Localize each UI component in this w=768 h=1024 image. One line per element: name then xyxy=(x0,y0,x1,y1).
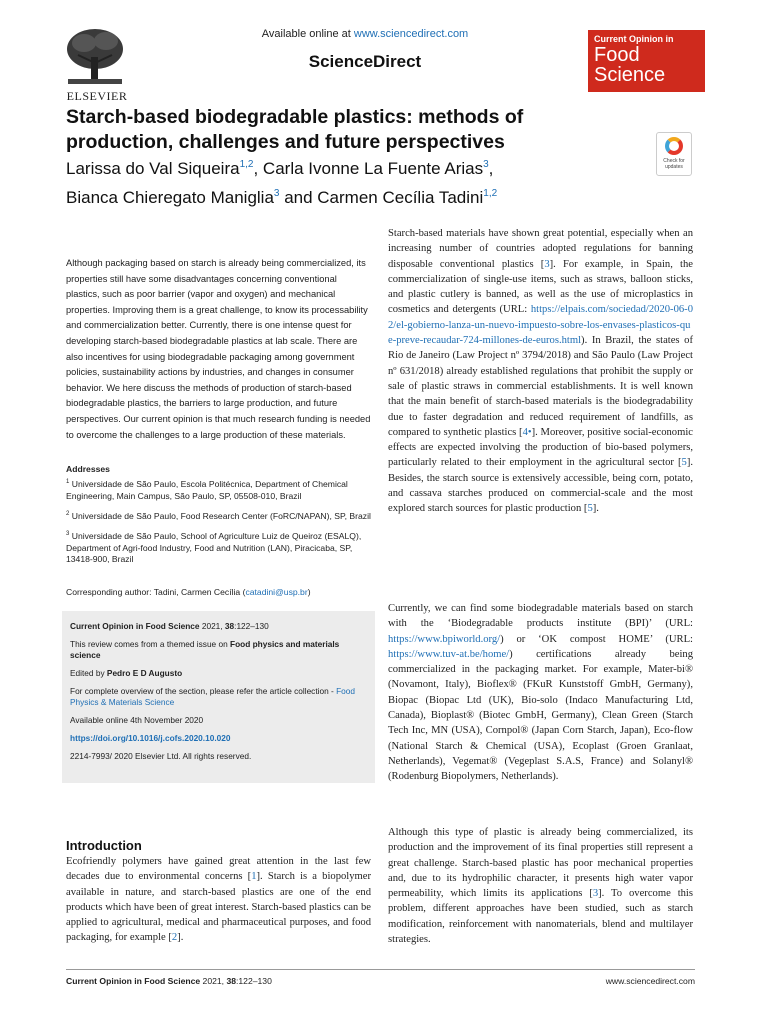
paragraph-text: ). In Brazil, the states of Rio de Janeiro (Law Project nº 3794/2018) and São Paulo (Law Project nº 631/2018) already established regulations that prohibit the supply or sale of plastic straws in commercial establishments. It is well known that the main benefit of starch-based materials is the biodegradability due to faster degradation and reduced requirement of landfills, as compared to synthetic plastics [ xyxy=(388,335,693,438)
available-prefix: Available online at xyxy=(261,28,354,40)
article-info-box xyxy=(62,611,375,783)
journal-cover-badge xyxy=(588,30,705,92)
body-paragraph-2 xyxy=(388,601,693,785)
footer-url[interactable]: www.sciencedirect.com xyxy=(605,976,695,986)
paragraph-text: ]. To overcome this problem, different approaches have been studied, such as starch modification, reinforcement with nanomaterials, blend and multilayer strategies. xyxy=(388,888,693,946)
author-separator: , xyxy=(253,159,263,178)
available-online-line xyxy=(220,28,510,40)
paragraph-text: ) or ‘OK compost HOME’ (URL: xyxy=(500,633,693,645)
infobox-editor xyxy=(70,668,367,679)
elpais-url-link[interactable]: https://elpais.com/sociedad/2020-06-02/el-gobierno-lanza-un-nuevo-impuesto-sobre-los-envases-plasticos-que-preve-recaudar-724-millones-de-euros.html xyxy=(388,304,693,347)
infobox-citation xyxy=(70,621,367,632)
corresponding-prefix: Corresponding author: Tadini, Carmen Cecília ( xyxy=(66,587,246,597)
paragraph-text: Starch-based materials have shown great potential, especially when an increasing number of countries adopted regulations for banning disposable conventional plastics [ xyxy=(388,228,693,270)
citation-link[interactable]: 1 xyxy=(251,871,257,883)
crossmark-icon xyxy=(665,137,683,155)
address-text: Universidade de São Paulo, Food Research Center (FoRC/NAPAN), SP, Brazil xyxy=(71,510,371,521)
infobox-volume: 38 xyxy=(224,621,235,631)
abstract-text: Although packaging based on starch is already being commercialized, its properties still have some disadvantages concerning conventional plastics, such as poor barrier (vapor and oxygen) and mechanical properties. Improving them is a great challenge, to know its processability and commercialization better. Currently, there is one intense quest for developing starch-based biodegradable plastics at lab scale. There are also incentives for using biodegradable packaging among government policies, sustainability actions by industries, and changes in consumer behavior. We here discuss the methods of production of starch-based biodegradable plastics, the barriers to large production, and future perspectives. Our current opinion is that much research funding is needed to overcome the challenges to a large production of these materials. xyxy=(66,258,371,440)
paragraph-text: ) certifications already being commercialized in the packaging market. For example, Mater-bi® (Novamont, Italy), Bioflex® (FKuR Kunststoff GmbH, Germany), Biopac (Biopac Ltd (UK), Bio-solo (Indaco Manufacturing Ltd, Canada), Bioplast® (Biotec GmbH, Germany), Clean Green (Starch Tech Inc, MN (USA), Cornpol® (Japan Corn Starch, Japan), Eco-flow (National Starch & Chemical (USA), Ecoplast (Groen Granlaat, Netherlands), Vegemat® (Vegeplast S.A.S, France) and Solanyl® (Rodenburg Biopolymers, Netherlands). xyxy=(388,648,693,783)
author-separator: , xyxy=(488,159,494,178)
introduction-heading: Introduction xyxy=(66,838,142,853)
author-name[interactable]: Bianca Chieregato Maniglia xyxy=(66,188,274,207)
infobox-themed-issue xyxy=(70,639,367,661)
overview-prefix: For complete overview of the section, please refer the article collection - xyxy=(70,686,337,696)
footer-divider xyxy=(66,969,695,970)
citation-link[interactable]: 3 xyxy=(592,888,599,900)
address-text: Universidade de São Paulo, Escola Politécnica, Department of Chemical Engineering, Main Campus, São Paulo, SP, 05508-010, Brazil xyxy=(66,479,348,501)
infobox-year: 2021, xyxy=(199,621,225,631)
paragraph-text: Although this type of plastic is already being commercialized, its production and the improvement of its final properties still represent a great challenge. Starch-based plastic has poor mechanical properties and, due to its hydrophilic character, it presents high water vapor permeability, which limits its applications [ xyxy=(388,827,693,900)
infobox-available: Available online 4th November 2020 xyxy=(70,715,204,725)
article-title xyxy=(66,105,626,155)
author-list xyxy=(66,152,646,210)
paragraph-text: ]. xyxy=(592,503,599,515)
crossmark-label: Check for updates xyxy=(663,158,685,170)
edited-prefix: Edited by xyxy=(70,668,107,678)
introduction-text xyxy=(66,854,371,946)
author-name[interactable]: Carmen Cecília Tadini xyxy=(317,188,484,207)
author-affiliation[interactable]: 1,2 xyxy=(483,188,498,199)
journal-cover-line2: Food xyxy=(594,44,640,66)
body-paragraph-3 xyxy=(388,825,693,947)
address-number: 1 xyxy=(66,479,70,486)
citation-link[interactable]: 5 xyxy=(587,503,593,515)
footer-citation xyxy=(66,976,272,986)
address-number: 2 xyxy=(66,511,70,518)
sciencedirect-brand: ScienceDirect xyxy=(308,52,422,71)
title-line-2: production, challenges and future perspectives xyxy=(66,131,505,153)
intro-text-part: ]. Starch is a biopolymer available in nature, and starch-based plastics are one of the end products which have been of great interest. Starch-based plastics can be applied to agricultural, medical and pharmaceutical purposes, and food packaging, for example [ xyxy=(66,871,371,944)
corresponding-email-link[interactable]: catadini@usp.br xyxy=(245,587,308,597)
themed-topic: Food physics and materials science xyxy=(70,639,340,660)
footer-pages: :122–130 xyxy=(236,976,272,986)
paragraph-text: Currently, we can find some biodegradable materials based on starch with the ‘Biodegradable products institute (BPI)’ (URL: xyxy=(388,603,693,630)
address-text: Universidade de São Paulo, School of Agriculture Luiz de Queiroz (ESALQ), Department of Agri-food Industry, Food and Nutrition (LAN), Piracicaba, SP, 13418-900, Brazil xyxy=(66,531,362,565)
infobox-copyright: 2214-7993/ 2020 Elsevier Ltd. All rights reserved. xyxy=(70,751,252,761)
paragraph-text: ]. Moreover, positive social-economic effects are expected involving the production of bio-based polymers, particularly related to their employment in the agricultural sector [ xyxy=(388,426,693,469)
intro-text-part: Ecofriendly polymers have gained great attention in the last few decades due to environmental concerns [ xyxy=(66,856,371,883)
addresses-heading: Addresses xyxy=(66,464,110,474)
addresses-block xyxy=(66,464,376,572)
infobox-journal: Current Opinion in Food Science xyxy=(70,621,200,631)
author-separator: and xyxy=(279,188,318,207)
publisher-name: ELSEVIER xyxy=(66,89,128,103)
check-for-updates-button[interactable] xyxy=(656,132,692,176)
infobox-overview xyxy=(70,686,367,708)
infobox-pages: :122–130 xyxy=(234,621,269,631)
paragraph-text: ]. Besides, the starch source is extensively accessible, being corn, potato, and cassava starches produced on commercial-scale and the most explored starch sources for plastic production [ xyxy=(388,457,693,515)
bpi-url-link[interactable]: https://www.bpiworld.org/ xyxy=(388,633,501,645)
footer-journal: Current Opinion in Food Science xyxy=(66,976,201,986)
sciencedirect-link[interactable]: www.sciencedirect.com xyxy=(353,28,469,40)
address-item xyxy=(66,477,376,502)
corresponding-author xyxy=(66,587,376,598)
footer-year: 2021, xyxy=(200,976,227,986)
body-paragraph-1 xyxy=(388,226,693,517)
journal-cover-line1: Current Opinion in xyxy=(594,34,674,44)
citation-link[interactable]: 5 xyxy=(681,457,687,469)
address-item xyxy=(66,509,376,522)
citation-link[interactable]: 3 xyxy=(544,258,550,270)
author-affiliation[interactable]: 3 xyxy=(273,188,280,199)
author-affiliation[interactable]: 1,2 xyxy=(239,159,254,170)
title-line-1: Starch-based biodegradable plastics: methods of xyxy=(66,106,524,128)
corresponding-suffix: ) xyxy=(307,587,311,597)
intro-text-part: ]. xyxy=(177,932,184,944)
paragraph-text: ]. For example, in Spain, the commercialization of single-use items, such as straws, balloon sticks, and plastic cutlery is banned, as well as the use of microplastics in cosmetics and detergents (URL: xyxy=(388,258,693,316)
citation-link[interactable]: 4• xyxy=(522,426,532,438)
infobox-doi xyxy=(70,733,367,744)
author-name[interactable]: Larissa do Val Siqueira xyxy=(66,159,240,178)
address-number: 3 xyxy=(66,531,70,538)
collection-link[interactable]: Food Physics & Materials Science xyxy=(70,686,356,707)
address-item xyxy=(66,529,376,565)
author-name[interactable]: Carla Ivonne La Fuente Arias xyxy=(262,159,484,178)
footer-volume: 38 xyxy=(226,976,237,986)
journal-cover-line3: Science xyxy=(594,64,666,86)
citation-link[interactable]: 2 xyxy=(171,932,178,944)
tuv-url-link[interactable]: https://www.tuv-at.be/home/ xyxy=(388,648,510,660)
author-affiliation[interactable]: 3 xyxy=(483,159,489,170)
doi-link[interactable]: https://doi.org/10.1016/j.cofs.2020.10.020 xyxy=(70,733,231,743)
themed-prefix: This review comes from a themed issue on xyxy=(70,639,231,649)
editor-name: Pedro E D Augusto xyxy=(106,668,183,678)
